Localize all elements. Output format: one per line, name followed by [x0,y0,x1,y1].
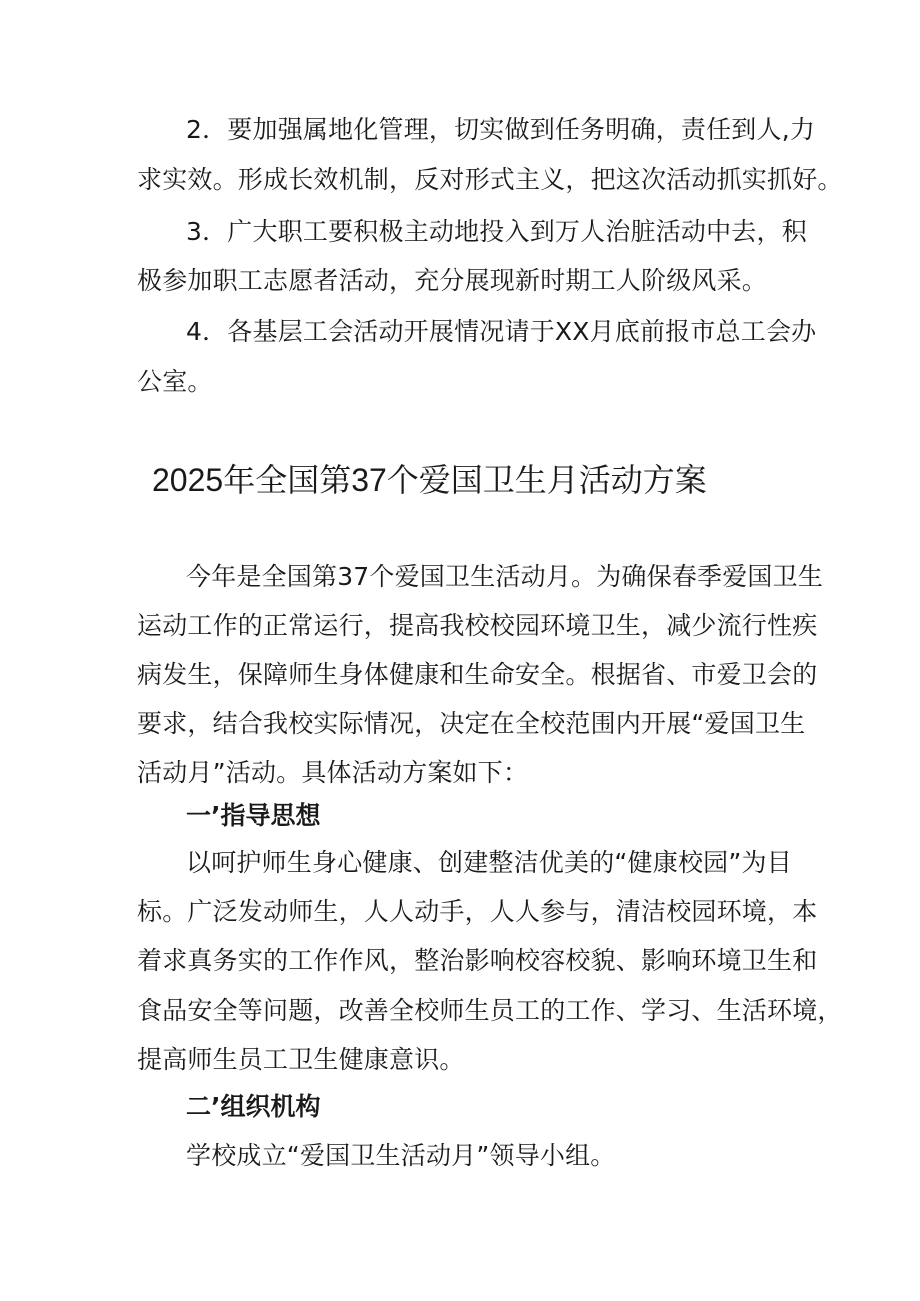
list-item-4-line-1: 4．各基层工会活动开展情况请于XX月底前报市总工会办 [186,317,817,346]
intro-line: 病发生，保障师生身体健康和生命安全。根据省、市爱卫会的 [137,660,818,689]
list-item-2-line-1: 2．要加强属地化管理，切实做到任务明确，责任到人,力 [186,115,816,144]
intro-line: 活动月”活动。具体活动方案如下： [137,758,529,787]
section-heading-organization: 二’组织机构 [186,1092,321,1121]
intro-line: 今年是全国第37个爱国卫生活动月。为确保春季爱国卫生 [186,562,824,591]
section1-line: 标。广泛发动师生，人人动手，人人参与，清洁校园环境，本 [137,897,818,926]
section1-line: 以呵护师生身心健康、创建整洁优美的“健康校园”为目 [186,848,792,877]
intro-line: 要求，结合我校实际情况，决定在全校范围内开展“爱国卫生 [137,709,806,738]
document-title: 2025年全国第37个爱国卫生月活动方案 [152,462,707,498]
section2-line: 学校成立“爱国卫生活动月”领导小组。 [186,1141,616,1170]
list-item-3-line-1: 3．广大职工要积极主动地投入到万人治脏活动中去，积 [186,217,807,246]
intro-line: 运动工作的正常运行，提高我校校园环境卫生，减少流行性疾 [137,611,818,640]
section-heading-guiding-ideology: 一’指导思想 [186,801,321,830]
list-item-2-line-2: 求实效。形成长效机制，反对形式主义，把这次活动抓实抓好。 [137,165,843,194]
section1-line: 提高师生员工卫生健康意识。 [137,1045,465,1074]
section1-line: 着求真务实的工作作风，整治影响校容校貌、影响环境卫生和 [137,946,818,975]
list-item-4-line-2: 公室。 [137,367,213,396]
list-item-3-line-2: 极参加职工志愿者活动，充分展现新时期工人阶级风采。 [137,266,768,295]
section1-line: 食品安全等问题，改善全校师生员工的工作、学习、生活环境， [137,996,843,1025]
